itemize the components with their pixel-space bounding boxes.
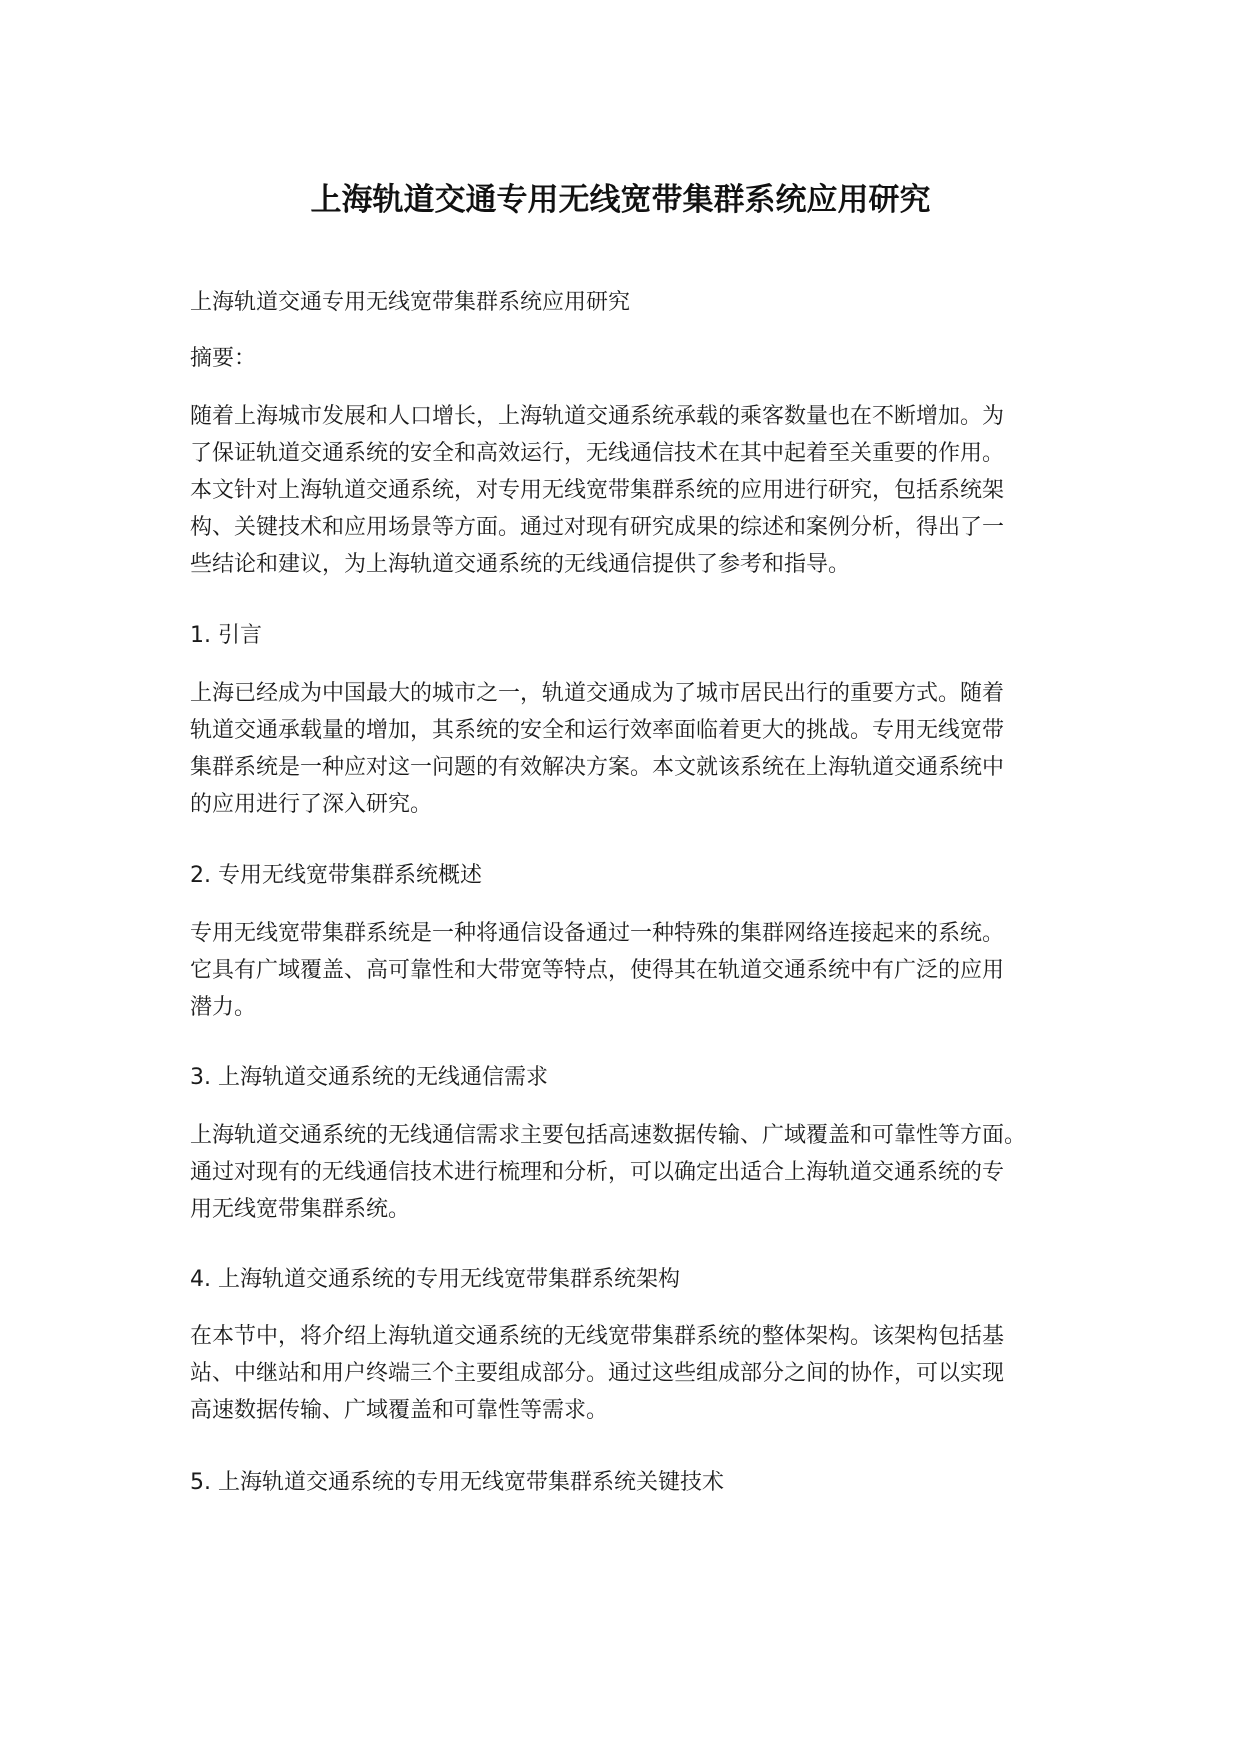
abstract-line: 构、关键技术和应用场景等方面。通过对现有研究成果的综述和案例分析，得出了一 bbox=[190, 515, 1005, 540]
paragraph-line: 通过对现有的无线通信技术进行梳理和分析，可以确定出适合上海轨道交通系统的专 bbox=[190, 1160, 1005, 1185]
abstract-label: 摘要： bbox=[190, 346, 257, 371]
section-heading-overview: 2. 专用无线宽带集群系统概述 bbox=[190, 863, 482, 888]
document-subtitle: 上海轨道交通专用无线宽带集群系统应用研究 bbox=[190, 290, 631, 315]
paragraph-line: 高速数据传输、广域覆盖和可靠性等需求。 bbox=[190, 1398, 609, 1423]
paragraph-line: 轨道交通承载量的增加，其系统的安全和运行效率面临着更大的挑战。专用无线宽带 bbox=[190, 718, 1005, 743]
section-heading-requirements: 3. 上海轨道交通系统的无线通信需求 bbox=[190, 1065, 548, 1090]
section-paragraph-architecture bbox=[190, 1318, 1070, 1429]
paragraph-line: 用无线宽带集群系统。 bbox=[190, 1197, 411, 1222]
section-paragraph-requirements bbox=[190, 1117, 1070, 1228]
abstract-line: 本文针对上海轨道交通系统，对专用无线宽带集群系统的应用进行研究，包括系统架 bbox=[190, 478, 1005, 503]
paragraph-line: 上海已经成为中国最大的城市之一，轨道交通成为了城市居民出行的重要方式。随着 bbox=[190, 681, 1005, 706]
section-paragraph-introduction bbox=[190, 675, 1070, 823]
paragraph-line: 上海轨道交通系统的无线通信需求主要包括高速数据传输、广域覆盖和可靠性等方面。 bbox=[190, 1123, 1027, 1148]
document-title: 上海轨道交通专用无线宽带集群系统应用研究 bbox=[310, 182, 931, 218]
section-paragraph-overview bbox=[190, 915, 1070, 1026]
section-heading-key-technologies: 5. 上海轨道交通系统的专用无线宽带集群系统关键技术 bbox=[190, 1470, 724, 1495]
abstract-line: 了保证轨道交通系统的安全和高效运行，无线通信技术在其中起着至关重要的作用。 bbox=[190, 441, 1005, 466]
paragraph-line: 在本节中，将介绍上海轨道交通系统的无线宽带集群系统的整体架构。该架构包括基 bbox=[190, 1324, 1005, 1349]
abstract-line: 随着上海城市发展和人口增长，上海轨道交通系统承载的乘客数量也在不断增加。为 bbox=[190, 404, 1005, 429]
paragraph-line: 专用无线宽带集群系统是一种将通信设备通过一种特殊的集群网络连接起来的系统。 bbox=[190, 921, 1005, 946]
paragraph-line: 站、中继站和用户终端三个主要组成部分。通过这些组成部分之间的协作，可以实现 bbox=[190, 1361, 1005, 1386]
section-heading-architecture: 4. 上海轨道交通系统的专用无线宽带集群系统架构 bbox=[190, 1267, 680, 1292]
paragraph-line: 集群系统是一种应对这一问题的有效解决方案。本文就该系统在上海轨道交通系统中 bbox=[190, 755, 1005, 780]
paragraph-line: 它具有广域覆盖、高可靠性和大带宽等特点，使得其在轨道交通系统中有广泛的应用 bbox=[190, 958, 1005, 983]
abstract-line: 些结论和建议，为上海轨道交通系统的无线通信提供了参考和指导。 bbox=[190, 552, 851, 577]
paragraph-line: 潜力。 bbox=[190, 995, 257, 1020]
section-heading-introduction: 1. 引言 bbox=[190, 623, 262, 648]
paragraph-line: 的应用进行了深入研究。 bbox=[190, 792, 433, 817]
abstract-paragraph bbox=[190, 398, 1070, 583]
